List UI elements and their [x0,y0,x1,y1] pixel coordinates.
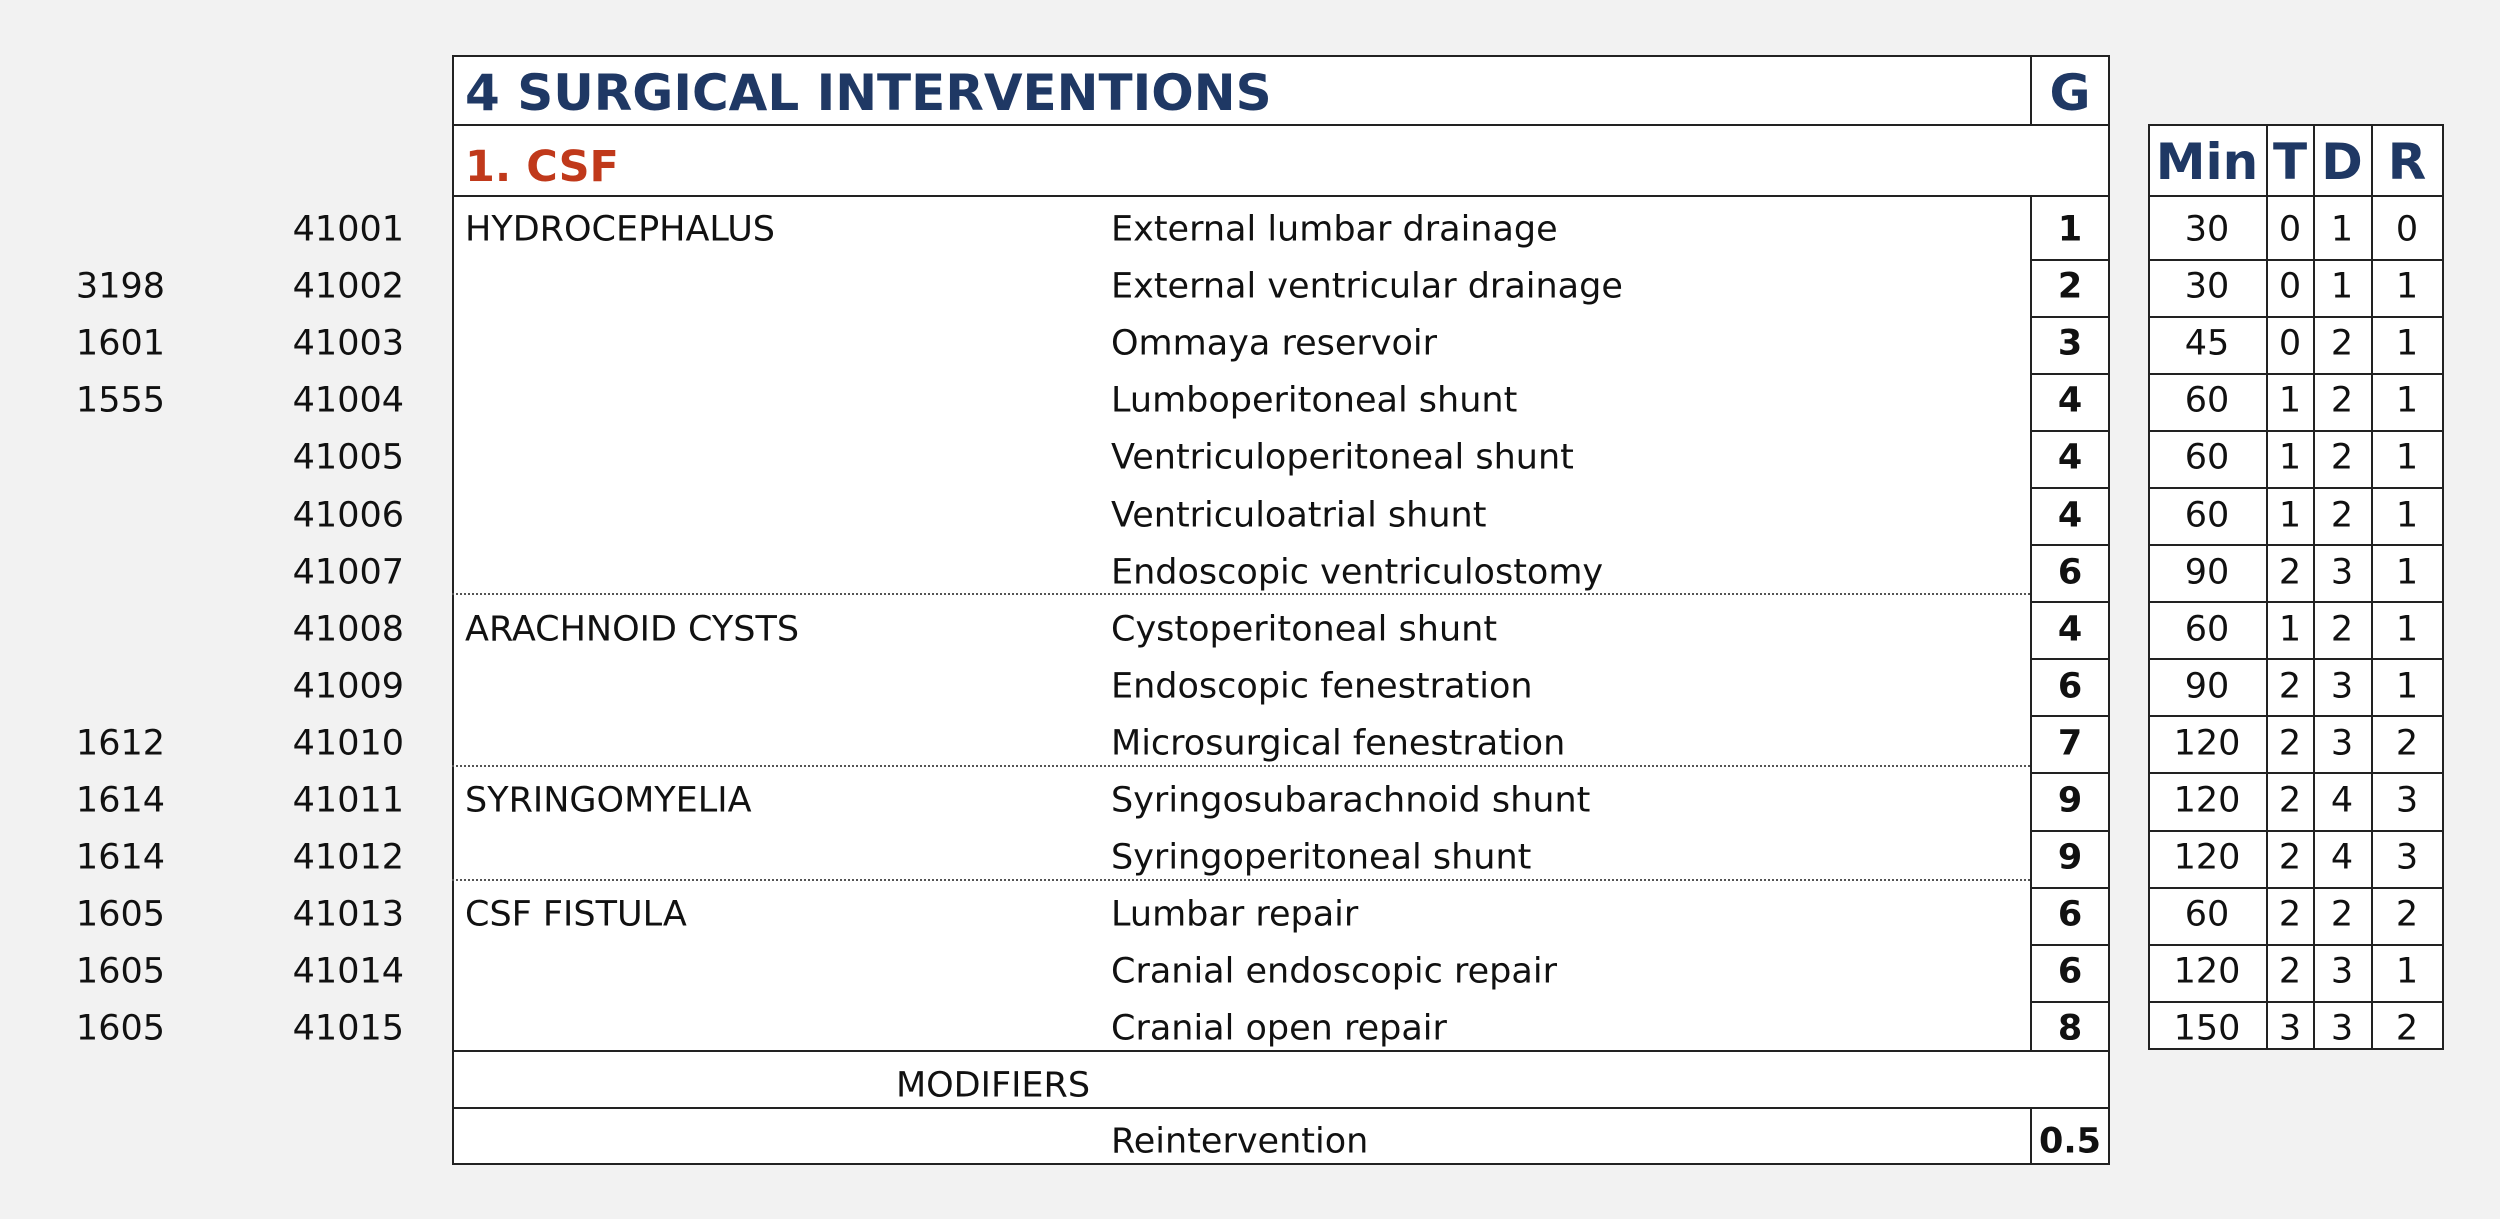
g-column-header: G [2049,64,2091,122]
row-code: 41007 [292,552,404,593]
modifiers-divider [452,1107,2110,1109]
row-r: 1 [2395,552,2419,593]
row-procedure: Cranial open repair [1111,1008,1447,1049]
metrics-col-divider-1 [2266,124,2268,1050]
row-r: 1 [2395,266,2419,307]
row-min: 60 [2184,894,2230,935]
metrics-row-divider [2148,1001,2444,1003]
metrics-row-divider [2148,715,2444,717]
row-d: 2 [2330,495,2354,535]
row-procedure: External lumbar drainage [1111,209,1558,250]
metrics-row-divider [2148,487,2444,489]
g-cell-divider [2030,316,2110,318]
row-t: 0 [2278,266,2302,307]
row-t: 2 [2278,894,2302,935]
row-category: SYRINGOMYELIA [465,780,752,821]
row-r: 2 [2395,1008,2419,1049]
row-code: 41004 [292,380,404,421]
row-ref-number: 1612 [75,723,165,764]
row-g-value: 4 [2057,437,2083,478]
row-code: 41008 [292,609,404,650]
row-procedure: Lumbar repair [1111,894,1359,935]
row-d: 1 [2330,209,2354,250]
row-d: 3 [2330,1008,2354,1049]
row-procedure: Microsurgical fenestration [1111,723,1566,764]
row-t: 1 [2278,609,2302,650]
row-min: 45 [2184,323,2230,364]
row-procedure: Ventriculoatrial shunt [1111,495,1487,535]
row-t: 2 [2278,951,2302,992]
row-procedure: Cystoperitoneal shunt [1111,609,1498,650]
row-r: 1 [2395,380,2419,421]
row-code: 41002 [292,266,404,307]
g-cell-divider [2030,944,2110,946]
row-code: 41011 [292,780,404,821]
modifier-g-left [2030,1107,2032,1165]
metrics-row-divider [2148,373,2444,375]
row-t: 1 [2278,437,2302,478]
metrics-row-divider [2148,316,2444,318]
row-min: 120 [2173,780,2241,821]
row-ref-number: 3198 [75,266,165,307]
modifier-procedure: Reintervention [1111,1121,1369,1162]
row-t: 2 [2278,723,2302,764]
row-d: 3 [2330,552,2354,593]
row-procedure: Syringosubarachnoid shunt [1111,780,1591,821]
row-category: HYDROCEPHALUS [465,209,776,250]
row-r: 1 [2395,951,2419,992]
row-code: 41013 [292,894,404,935]
metrics-row-divider [2148,830,2444,832]
metrics-row-divider [2148,658,2444,660]
g-cell-divider [2030,830,2110,832]
row-ref-number: 1555 [75,380,165,421]
metrics-row-divider [2148,772,2444,774]
row-d: 4 [2330,780,2354,821]
modifier-g-value: 0.5 [2038,1121,2102,1162]
metrics-header-min: Min [2155,133,2259,191]
section-divider [452,195,2110,197]
row-g-value: 6 [2057,666,2083,707]
metrics-row-divider [2148,544,2444,546]
row-t: 1 [2278,380,2302,421]
group-separator-fistula [452,879,2030,881]
row-t: 2 [2278,780,2302,821]
modifiers-top-divider [452,1050,2110,1052]
row-g-value: 6 [2057,894,2083,935]
row-min: 30 [2184,209,2230,250]
row-min: 120 [2173,951,2241,992]
row-r: 3 [2395,780,2419,821]
row-code: 41006 [292,495,404,535]
row-r: 0 [2395,209,2419,250]
g-cell-divider [2030,373,2110,375]
row-g-value: 3 [2057,323,2083,364]
row-ref-number: 1614 [75,780,165,821]
row-ref-number: 1605 [75,951,165,992]
metrics-row-divider [2148,601,2444,603]
row-d: 2 [2330,437,2354,478]
row-d: 3 [2330,666,2354,707]
row-procedure: Lumboperitoneal shunt [1111,380,1518,421]
g-column-divider [2030,55,2032,125]
row-code: 41001 [292,209,404,250]
row-procedure: External ventricular drainage [1111,266,1623,307]
group-separator-arachnoid [452,593,2030,595]
row-g-value: 4 [2057,380,2083,421]
row-t: 0 [2278,209,2302,250]
row-d: 2 [2330,380,2354,421]
g-cell-divider [2030,772,2110,774]
g-cell-divider [2030,544,2110,546]
row-g-value: 1 [2057,209,2083,250]
row-g-value: 4 [2057,609,2083,650]
row-min: 60 [2184,437,2230,478]
row-min: 60 [2184,609,2230,650]
g-cell-divider [2030,658,2110,660]
g-cell-divider [2030,601,2110,603]
row-code: 41003 [292,323,404,364]
row-procedure: Endoscopic ventriculostomy [1111,552,1604,593]
row-r: 1 [2395,323,2419,364]
group-separator-syringomyelia [452,765,2030,767]
g-cell-divider [2030,887,2110,889]
row-t: 0 [2278,323,2302,364]
row-min: 60 [2184,495,2230,535]
row-g-value: 4 [2057,495,2083,535]
row-t: 2 [2278,666,2302,707]
row-r: 2 [2395,894,2419,935]
row-code: 41010 [292,723,404,764]
row-r: 1 [2395,495,2419,535]
row-r: 1 [2395,437,2419,478]
row-t: 3 [2278,1008,2302,1049]
row-r: 1 [2395,609,2419,650]
row-procedure: Ventriculoperitoneal shunt [1111,437,1574,478]
row-min: 30 [2184,266,2230,307]
row-g-value: 9 [2057,780,2083,821]
row-code: 41014 [292,951,404,992]
row-t: 2 [2278,552,2302,593]
row-code: 41009 [292,666,404,707]
g-cell-divider [2030,430,2110,432]
g-cell-divider [2030,715,2110,717]
row-min: 60 [2184,380,2230,421]
row-g-value: 8 [2057,1008,2083,1049]
title-divider [452,124,2110,126]
row-d: 1 [2330,266,2354,307]
row-code: 41005 [292,437,404,478]
metrics-row-divider [2148,259,2444,261]
row-ref-number: 1605 [75,1008,165,1049]
row-g-value: 6 [2057,951,2083,992]
metrics-header-d: D [2321,133,2363,191]
g-cell-divider [2030,259,2110,261]
g-cell-divider [2030,1001,2110,1003]
row-d: 2 [2330,894,2354,935]
row-g-value: 6 [2057,552,2083,593]
row-r: 2 [2395,723,2419,764]
metrics-col-divider-3 [2371,124,2373,1050]
row-min: 120 [2173,837,2241,878]
row-g-value: 7 [2057,723,2083,764]
metrics-row-divider [2148,887,2444,889]
row-code: 41012 [292,837,404,878]
row-procedure: Ommaya reservoir [1111,323,1438,364]
row-ref-number: 1614 [75,837,165,878]
row-ref-number: 1605 [75,894,165,935]
page-title: 4 SURGICAL INTERVENTIONS [465,64,1272,122]
row-procedure: Cranial endoscopic repair [1111,951,1557,992]
section-title: 1. CSF [465,142,619,192]
row-t: 1 [2278,495,2302,535]
g-column-left [2030,195,2032,1050]
row-d: 3 [2330,723,2354,764]
row-category: CSF FISTULA [465,894,687,935]
row-min: 150 [2173,1008,2241,1049]
row-d: 4 [2330,837,2354,878]
row-d: 3 [2330,951,2354,992]
row-r: 1 [2395,666,2419,707]
row-r: 3 [2395,837,2419,878]
metrics-row-divider [2148,944,2444,946]
row-procedure: Syringoperitoneal shunt [1111,837,1532,878]
row-min: 120 [2173,723,2241,764]
row-min: 90 [2184,666,2230,707]
row-category: ARACHNOID CYSTS [465,609,800,650]
row-code: 41015 [292,1008,404,1049]
row-min: 90 [2184,552,2230,593]
row-procedure: Endoscopic fenestration [1111,666,1533,707]
row-ref-number: 1601 [75,323,165,364]
metrics-header-divider [2148,195,2444,197]
row-g-value: 9 [2057,837,2083,878]
row-d: 2 [2330,323,2354,364]
modifiers-label: MODIFIERS [895,1065,1091,1106]
row-d: 2 [2330,609,2354,650]
row-g-value: 2 [2057,266,2083,307]
g-cell-divider [2030,487,2110,489]
row-t: 2 [2278,837,2302,878]
metrics-header-r: R [2387,133,2427,191]
metrics-col-divider-2 [2313,124,2315,1050]
metrics-header-t: T [2272,133,2308,191]
metrics-row-divider [2148,430,2444,432]
